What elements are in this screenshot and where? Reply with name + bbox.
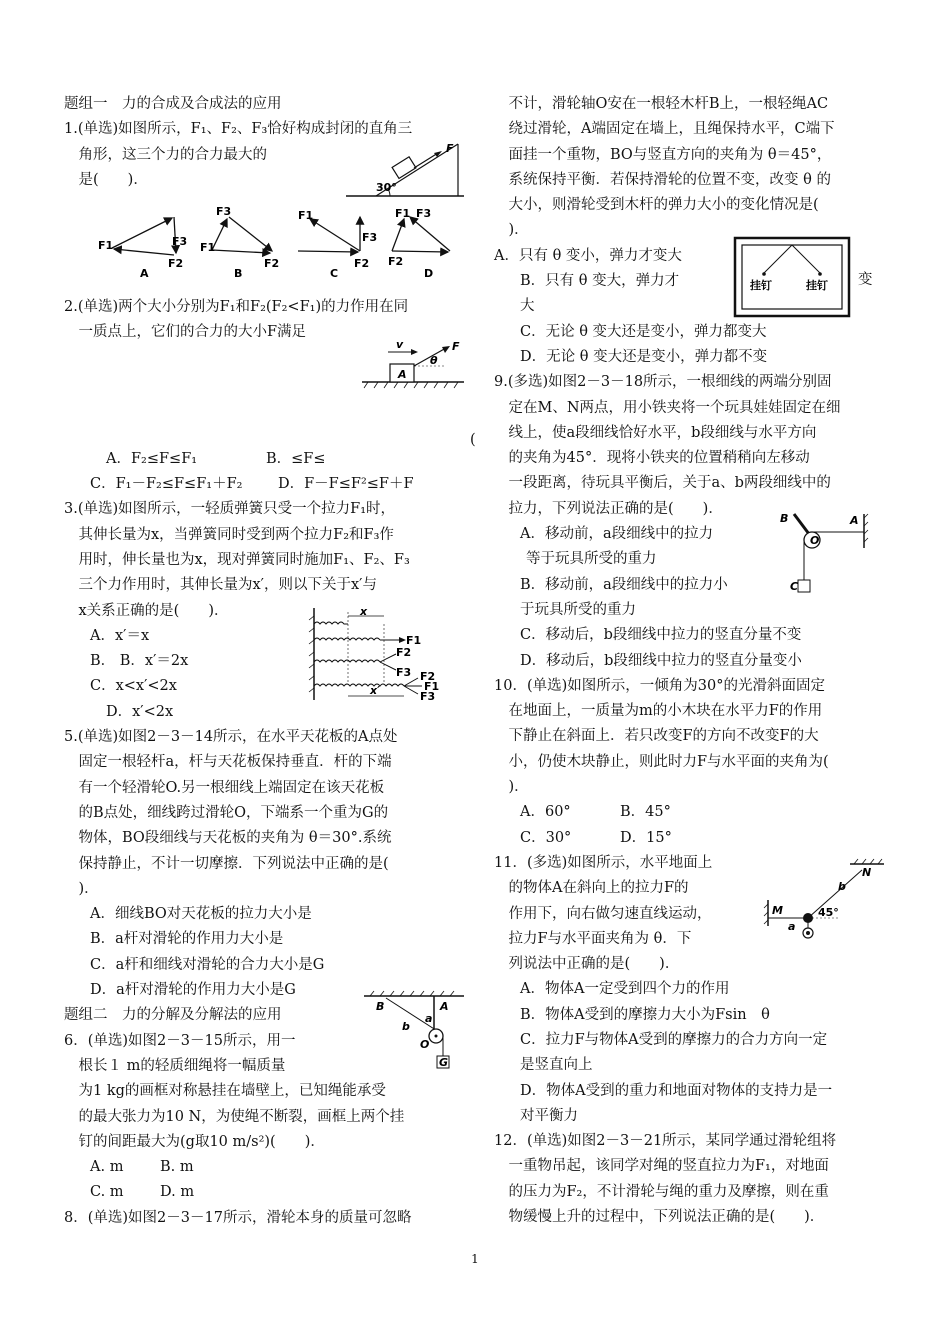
q9-line-5: 一段距离，待玩具平衡后，关于a、b两段细线中的 (494, 475, 831, 492)
q1-line-1: 1.(单选)如图所示，F₁、F₂、F₃恰好构成封闭的直角三 (64, 121, 413, 138)
section-heading-2: 题组二 力的分解及分解法的应用 (64, 1007, 282, 1024)
q3-f3-label-2: F3 (420, 690, 436, 703)
q5-line-4: 的B点处，细线跨过滑轮O，下端系一个重为G的 (64, 804, 389, 821)
q6-option-a: A. m (90, 1159, 124, 1176)
q8-line-2: 不计，滑轮轴O安在一根轻木杆B上，一根轻绳AC (494, 96, 829, 112)
q5-line-5: 物体，BO段细线与天花板的夹角为 θ＝30°.系统 (64, 830, 392, 847)
q11-option-a: A．物体A一定受到四个力的作用 (520, 981, 730, 998)
q3-f1-label: F1 (406, 634, 422, 647)
q12-line-4: 物缓慢上升的过程中，下列说法正确的是( )． (494, 1209, 825, 1226)
question-12 (494, 1129, 886, 1230)
q3-line-3: 用时，伸长量也为x，现对弹簧同时施加F₁、F₂、F₃ (64, 551, 410, 568)
q10-line-1: 10．(单选)如图所示，一倾角为30°的光滑斜面固定 (494, 677, 825, 694)
label-f3: F3 (416, 207, 432, 220)
q11-line-4: 拉力F与水平面夹角为 θ．下 (494, 930, 692, 947)
q2-block-label: A (398, 368, 407, 381)
q5-option-c: C．a杆和细线对滑轮的合力大小是G (90, 956, 325, 973)
q2-line-2: 一质点上，它们的合力的大小F满足 (64, 324, 307, 341)
q2-options-cd (64, 472, 464, 497)
q9-option-a-cont: 等于玩具所受的重力 (526, 551, 657, 568)
triangle-b (200, 205, 279, 280)
q11-point-m: M (772, 904, 783, 917)
q1-angle-label: 30° (376, 181, 397, 194)
q2-force-label: F (452, 340, 460, 353)
label-f3: F3 (362, 231, 378, 244)
q8-option-b-end: 变 (858, 272, 873, 288)
q8-frame-figure (734, 237, 850, 317)
q9-point-b: B (780, 512, 789, 525)
q11-line-3: 作用下，向右做匀速直线运动， (494, 905, 712, 922)
q8-line-3: 绕过滑轮，A端固定在墙上，且绳保持水平，C端下 (494, 121, 835, 138)
q10-option-b: B．45° (620, 804, 671, 821)
q5-line-3: 有一个轻滑轮O.另一根细线上端固定在该天花板 (64, 779, 385, 796)
q6-line-3: 为1 kg的画框对称悬挂在墙壁上，已知绳能承受 (64, 1083, 386, 1100)
q5-weight-label: G (439, 1056, 449, 1069)
q11-angle-label: 45° (818, 906, 839, 919)
q3-x-label: x (360, 605, 368, 618)
q3-line-2: 其伸长量为x，当弹簧同时受到两个拉力F₂和F₃作 (64, 526, 394, 543)
q2-velocity-label: v (396, 338, 404, 351)
question-5 (64, 725, 464, 1003)
q10-option-d: D．15° (620, 829, 672, 846)
q11-segment-a: a (788, 920, 796, 933)
q3-option-a: A．x′＝x (90, 627, 150, 644)
q5-point-b: B (376, 1000, 385, 1013)
q12-line-1: 12．(单选)如图2－3－21所示，某同学通过滑轮组将 (494, 1133, 837, 1150)
q1-force-label: F (446, 142, 454, 155)
question-10 (494, 674, 886, 851)
label-f2: F2 (354, 257, 370, 270)
label-f2: F2 (264, 257, 280, 270)
q1-line-2: 角形，这三个力的合力最大的 (64, 146, 267, 163)
question-2 (64, 295, 464, 497)
q2-paren: ( (470, 432, 476, 448)
q8-nail-right: 挂钉 (806, 279, 828, 292)
q10-line-3: 下静止在斜面上．若只改变F的方向不改变F的大 (494, 728, 819, 745)
choice-label-a: A (140, 267, 149, 280)
q9-pulley-o: O (810, 534, 820, 547)
q10-option-c: C．30° (520, 829, 572, 846)
choice-label-d: D (424, 267, 434, 280)
q9-option-c: C．移动后，b段细线中拉力的竖直分量不变 (520, 627, 802, 644)
q5-rod-a: a (425, 1012, 433, 1025)
label-f1: F1 (298, 209, 314, 222)
triangle-a (98, 217, 187, 280)
q9-line-4: 的夹角为45°．现将小铁夹的位置稍稍向左移动 (494, 450, 810, 467)
label-f1: F1 (395, 207, 411, 220)
q1-incline-figure (346, 138, 466, 200)
q6-option-b: B. m (160, 1159, 194, 1176)
label-f2: F2 (168, 257, 184, 270)
q9-line-3: 线上，使a段细线恰好水平，b段细线与水平方向 (494, 424, 817, 441)
triangle-c (298, 209, 377, 280)
q8-option-a: A．只有 θ 变小，弹力才变大 (494, 247, 682, 264)
q8-line-7: )． (494, 222, 529, 239)
label-f1: F1 (98, 239, 114, 252)
q10-line-4: 小，仍使木块静止，则此时力F与水平面的夹角为( (494, 753, 829, 770)
choice-label-b: B (234, 267, 243, 280)
q5-point-a: A (440, 1000, 449, 1013)
q11-option-c: C．拉力F与物体A受到的摩擦力的合力方向一定 (520, 1031, 828, 1048)
q3-line-5: x关系正确的是( )． (64, 602, 229, 619)
q2-option-a: A．F₂≤F≤F₁ (106, 450, 198, 467)
q11-line-5: 列说法中正确的是( )． (494, 956, 680, 973)
q9-weight-c: C (790, 580, 799, 593)
q3-f2-label: F2 (396, 646, 412, 659)
q9-line-2: 定在M、N两点，用小铁夹将一个玩具娃娃固定在细 (494, 399, 841, 416)
q3-f1-label-2: F1 (424, 680, 440, 693)
label-f3: F3 (172, 235, 188, 248)
q11-line-2: 的物体A在斜向上的拉力F的 (494, 880, 689, 897)
q5-line-2: 固定一根轻杆a，杆与天花板保持垂直．杆的下端 (64, 754, 392, 771)
q5-option-b: B．a杆对滑轮的作用力大小是 (90, 931, 284, 948)
question-8 (494, 92, 886, 370)
q2-option-b: B．≤F≤ (266, 450, 326, 467)
q11-option-d-cont: 对平衡力 (520, 1107, 578, 1124)
q8-line-6: 大小，则滑轮受到木杆的弹力大小的变化情况是( (494, 197, 819, 214)
q3-line-1: 3.(单选)如图所示，一轻质弹簧只受一个拉力F₁时， (64, 501, 396, 518)
q8-line-4: 面挂一个重物，BO与竖直方向的夹角为 θ＝45°， (494, 146, 832, 163)
label-f1: F1 (200, 241, 216, 254)
q3-f3-label: F3 (396, 666, 412, 679)
q11-option-b: B．物体A受到的摩擦力大小为Fsin θ (520, 1006, 770, 1023)
q3-xprime-label: x′ (370, 684, 380, 697)
q8-option-b-cont: 大 (520, 298, 535, 315)
q5-option-d: D．a杆对滑轮的作用力大小是G (90, 982, 296, 999)
triangle-d (388, 207, 450, 280)
q12-line-2: 一重物吊起，该同学对绳的竖直拉力为F₁，对地面 (494, 1158, 829, 1175)
q6-option-d: D. m (160, 1184, 195, 1201)
q5-pulley-o: O (420, 1038, 430, 1051)
q10-options-cd (494, 826, 886, 851)
q9-option-d: D．移动后，b段细线中拉力的竖直分量变小 (520, 652, 802, 669)
label-f2: F2 (388, 255, 404, 268)
q6-option-c: C. m (90, 1184, 124, 1201)
q3-option-d: D．x′<2x (106, 703, 174, 720)
section-heading-1: 题组一 力的合成及合成法的应用 (64, 96, 282, 112)
q1-choices-figure (92, 205, 452, 283)
q6-options-cd (64, 1180, 464, 1205)
q5-line-7: )． (64, 880, 99, 897)
q11-string-figure (766, 858, 886, 944)
q11-point-n: N (862, 866, 872, 879)
q11-line-1: 11．(多选)如图所示，水平地面上 (494, 854, 713, 871)
q10-options-ab (494, 800, 886, 825)
q9-option-a: A．移动前，a段细线中的拉力 (520, 526, 714, 543)
q8-line-1: 8．(单选)如图2－3－17所示，滑轮本身的质量可忽略 (64, 1209, 412, 1226)
q8-line-5: 系统保持平衡．若保持滑轮的位置不变，改变 θ 的 (494, 171, 831, 188)
q5-pulley-figure (362, 990, 466, 1074)
q2-options-ab (64, 447, 464, 472)
q9-line-6: 拉力，下列说法正确的是( )． (494, 500, 723, 517)
q3-spring-figure (306, 605, 440, 703)
q12-line-3: 的压力为F₂，不计滑轮与绳的重力及摩擦，则在重 (494, 1183, 829, 1200)
q3-f2-label-2: F2 (420, 670, 436, 683)
q9-pulley-figure (776, 508, 870, 598)
q10-line-2: 在地面上，一质量为m的小木块在水平力F的作用 (494, 703, 823, 720)
q11-option-d: D．物体A受到的重力和地面对物体的支持力是一 (520, 1082, 833, 1099)
q2-option-c: C．F₁－F₂≤F≤F₁＋F₂ (90, 476, 243, 493)
q6-line-5: 钉的间距最大为(g取10 m/s²)( )． (64, 1133, 325, 1150)
q6-line-1: 6．(单选)如图2－3－15所示，用一 (64, 1032, 296, 1049)
q11-segment-b: b (838, 880, 846, 893)
q2-block-figure (360, 338, 466, 390)
q9-line-1: 9.(多选)如图2－3－18所示，一根细线的两端分别固 (494, 374, 832, 391)
q2-angle-label: θ (430, 354, 438, 367)
q5-line-1: 5.(单选)如图2－3－14所示，在水平天花板的A点处 (64, 729, 398, 746)
q5-line-6: 保持静止，不计一切摩擦．下列说法中正确的是( (64, 855, 389, 872)
q10-option-a: A．60° (520, 804, 571, 821)
q3-option-b: B． B．x′＝2x (90, 653, 189, 670)
q9-option-b: B．移动前，a段细线中的拉力小 (520, 576, 728, 593)
q8-option-b: B．只有 θ 变大，弹力才 (520, 273, 680, 290)
q9-option-b-cont: 于玩具所受的重力 (520, 601, 636, 618)
choice-label-c: C (330, 267, 339, 280)
page-number: 1 (471, 1252, 479, 1266)
q11-option-c-cont: 是竖直向上 (520, 1057, 593, 1074)
q10-line-5: )． (494, 779, 529, 796)
q1-line-3: 是( )． (64, 171, 148, 188)
q8-option-c: C．无论 θ 变大还是变小，弹力都变大 (520, 323, 767, 340)
q9-point-a: A (850, 514, 859, 527)
q6-line-4: 的最大张力为10 N，为使绳不断裂，画框上两个挂 (64, 1108, 405, 1125)
q3-option-c: C．x<x′<2x (90, 678, 177, 695)
q6-line-2: 根长１ m的轻质细绳将一幅质量 (64, 1057, 286, 1074)
q5-option-a: A．细线BO对天花板的拉力大小是 (90, 906, 312, 923)
q8-nail-left: 挂钉 (750, 279, 772, 292)
q8-option-d: D．无论 θ 变大还是变小，弹力都不变 (520, 348, 768, 365)
q6-options-ab (64, 1155, 464, 1180)
label-f3: F3 (216, 205, 232, 218)
q5-rope-b: b (402, 1020, 410, 1033)
q2-option-d: D．F－F≤F²≤F＋F (278, 476, 414, 493)
q2-line-1: 2.(单选)两个大小分别为F₁和F₂(F₂<F₁)的力作用在同 (64, 299, 409, 316)
q3-line-4: 三个力作用时，其伸长量为x′，则以下关于x′与 (64, 577, 377, 594)
